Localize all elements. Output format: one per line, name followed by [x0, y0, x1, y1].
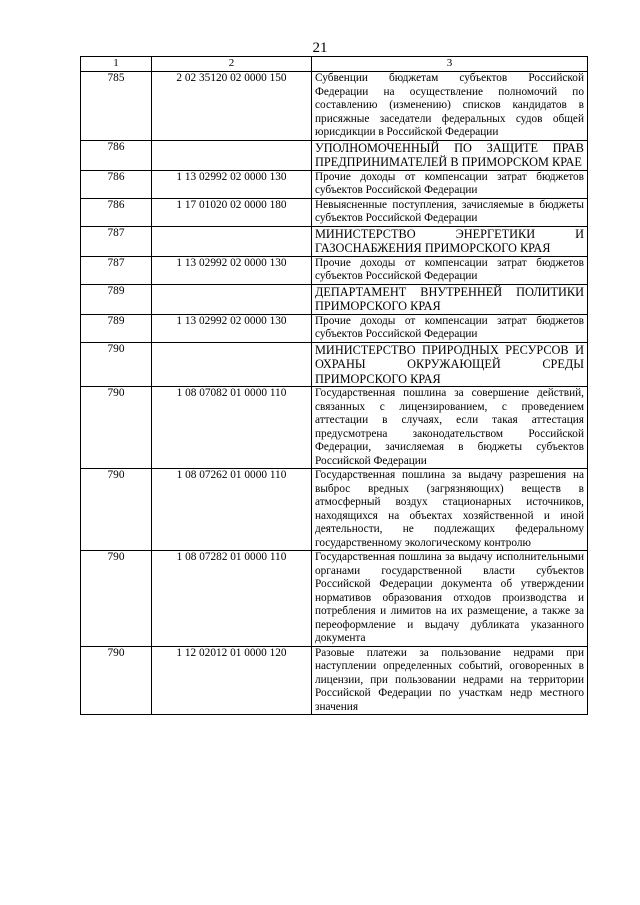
table-row [81, 170, 588, 198]
revenue-code-cell [152, 284, 312, 314]
column-header-2: 2 [152, 57, 312, 72]
admin-code-cell: 790 [81, 387, 152, 469]
revenue-description-cell: Прочие доходы от компенсации затрат бюджетов субъектов Российской Федерации [312, 170, 588, 198]
revenue-code-cell [152, 342, 312, 387]
admin-code-cell: 787 [81, 256, 152, 284]
admin-code-cell: 785 [81, 72, 152, 141]
admin-code-cell: 790 [81, 342, 152, 387]
admin-code-cell: 789 [81, 314, 152, 342]
revenue-description-cell: Прочие доходы от компенсации затрат бюджетов субъектов Российской Федерации [312, 256, 588, 284]
table-row [81, 256, 588, 284]
table-row [81, 72, 588, 141]
revenue-description-cell: Разовые платежи за пользование недрами при наступлении определенных событий, оговоренных в лицензии, при пользовании недрами на территории Российской Федерации по участкам недр местного значения [312, 646, 588, 715]
agency-name-cell: МИНИСТЕРСТВО ЭНЕРГЕТИКИ И ГАЗОСНАБЖЕНИЯ ПРИМОРСКОГО КРАЯ [312, 226, 588, 256]
admin-code-cell: 786 [81, 140, 152, 170]
revenue-description-cell: Субвенции бюджетам субъектов Российской Федерации на осуществление полномочий по составлению (изменению) списков кандидатов в присяжные заседатели федеральных судов общей юрисдикции в Российской Федерации [312, 72, 588, 141]
revenue-code-cell: 1 08 07282 01 0000 110 [152, 551, 312, 647]
admin-code-cell: 786 [81, 198, 152, 226]
agency-name-cell: УПОЛНОМОЧЕННЫЙ ПО ЗАЩИТЕ ПРАВ ПРЕДПРИНИМАТЕЛЕЙ В ПРИМОРСКОМ КРАЕ [312, 140, 588, 170]
admin-code-cell: 787 [81, 226, 152, 256]
admin-code-cell: 790 [81, 469, 152, 551]
table-row [81, 551, 588, 647]
page-number: 21 [312, 40, 328, 56]
table-row [81, 342, 588, 387]
table-row [81, 284, 588, 314]
revenue-code-cell: 1 08 07262 01 0000 110 [152, 469, 312, 551]
table-row [81, 226, 588, 256]
revenue-code-cell: 1 12 02012 01 0000 120 [152, 646, 312, 715]
table-row [81, 469, 588, 551]
revenue-description-cell: Государственная пошлина за совершение действий, связанных с лицензированием, с проведением аттестации в случаях, если такая аттестация предусмотрена законодательством Российской Федерации, зачисляемая в бюджеты субъектов Российской Федерации [312, 387, 588, 469]
revenue-code-cell: 1 17 01020 02 0000 180 [152, 198, 312, 226]
table-row [81, 198, 588, 226]
table-row [81, 314, 588, 342]
table-row [81, 387, 588, 469]
admin-code-cell: 789 [81, 284, 152, 314]
table-row [81, 646, 588, 715]
revenue-codes-table [80, 56, 588, 715]
revenue-code-cell: 1 13 02992 02 0000 130 [152, 256, 312, 284]
revenue-description-cell: Государственная пошлина за выдачу исполнительными органами государственной власти субъектов Российской Федерации документа об утверждении нормативов образования отходов производства и потребления и лимитов на их размещение, а также за переоформление и выдачу дубликата указанного документа [312, 551, 588, 647]
revenue-code-cell: 1 13 02992 02 0000 130 [152, 170, 312, 198]
table-row [81, 140, 588, 170]
admin-code-cell: 790 [81, 551, 152, 647]
revenue-description-cell: Прочие доходы от компенсации затрат бюджетов субъектов Российской Федерации [312, 314, 588, 342]
revenue-description-cell: Невыясненные поступления, зачисляемые в бюджеты субъектов Российской Федерации [312, 198, 588, 226]
revenue-code-cell: 2 02 35120 02 0000 150 [152, 72, 312, 141]
agency-name-cell: ДЕПАРТАМЕНТ ВНУТРЕННЕЙ ПОЛИТИКИ ПРИМОРСКОГО КРАЯ [312, 284, 588, 314]
revenue-code-cell: 1 13 02992 02 0000 130 [152, 314, 312, 342]
revenue-description-cell: Государственная пошлина за выдачу разрешения на выброс вредных (загрязняющих) веществ в атмосферный воздух стационарных источников, находящихся на объектах хозяйственной и иной деятельности, не подлежащих федеральному государственному экологическому контролю [312, 469, 588, 551]
admin-code-cell: 786 [81, 170, 152, 198]
admin-code-cell: 790 [81, 646, 152, 715]
table-body [81, 72, 588, 715]
table-header-row [81, 57, 588, 72]
revenue-code-cell [152, 140, 312, 170]
agency-name-cell: МИНИСТЕРСТВО ПРИРОДНЫХ РЕСУРСОВ И ОХРАНЫ ОКРУЖАЮЩЕЙ СРЕДЫ ПРИМОРСКОГО КРАЯ [312, 342, 588, 387]
revenue-code-cell: 1 08 07082 01 0000 110 [152, 387, 312, 469]
column-header-3: 3 [312, 57, 588, 72]
revenue-code-cell [152, 226, 312, 256]
column-header-1: 1 [81, 57, 152, 72]
